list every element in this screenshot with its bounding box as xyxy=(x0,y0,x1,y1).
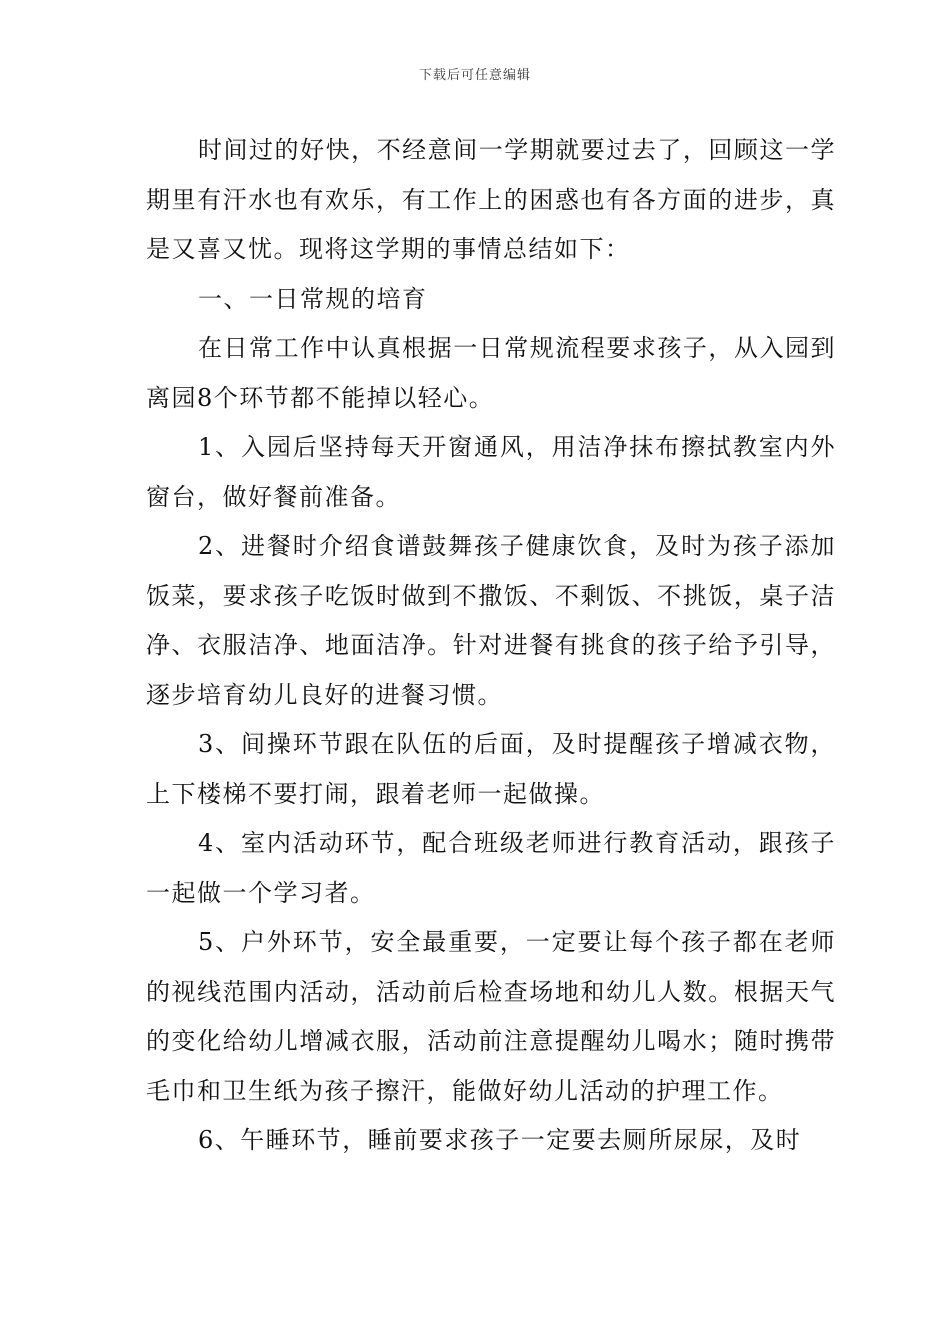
paragraph-item-6: 6、午睡环节，睡前要求孩子一定要去厕所尿尿，及时 xyxy=(198,1126,802,1154)
paragraph-item-2: 2、进餐时介绍食谱鼓舞孩子健康饮食，及时为孩子添加饭菜，要求孩子吃饭时做到不撒饭、不剩饭、不挑饭，桌子洁净、衣服洁净、地面洁净。针对进餐有挑食的孩子给予引导，逐步培育幼儿良好的进餐习惯。 xyxy=(146,532,836,709)
section-heading-daily-routine: 一、一日常规的培育 xyxy=(198,284,428,313)
paragraph-item-3: 3、间操环节跟在队伍的后面，及时提醒孩子增减衣物，上下楼梯不要打闹，跟着老师一起做操。 xyxy=(146,730,836,808)
paragraph-intro: 时间过的好快，不经意间一学期就要过去了，回顾这一学期里有汗水也有欢乐，有工作上的困惑也有各方面的进步，真是又喜又忧。现将这学期的事情总结如下： xyxy=(146,136,836,263)
paragraph-item-5: 5、户外环节，安全最重要，一定要让每个孩子都在老师的视线范围内活动，活动前后检查场地和幼儿人数。根据天气的变化给幼儿增减衣服，活动前注意提醒幼儿喝水；随时携带毛巾和卫生纸为孩子擦汗，能做好幼儿活动的护理工作。 xyxy=(146,928,836,1105)
paragraph-item-4: 4、室内活动环节，配合班级老师进行教育活动，跟孩子一起做一个学习者。 xyxy=(146,829,836,907)
document-body xyxy=(146,126,836,1166)
page-header: 下载后可任意编辑 xyxy=(418,68,531,83)
paragraph-daily-routine: 在日常工作中认真根据一日常规流程要求孩子，从入园到离园8个环节都不能掉以轻心。 xyxy=(146,334,836,412)
paragraph-item-1: 1、入园后坚持每天开窗通风，用洁净抹布擦拭教室内外窗台，做好餐前准备。 xyxy=(146,433,836,511)
